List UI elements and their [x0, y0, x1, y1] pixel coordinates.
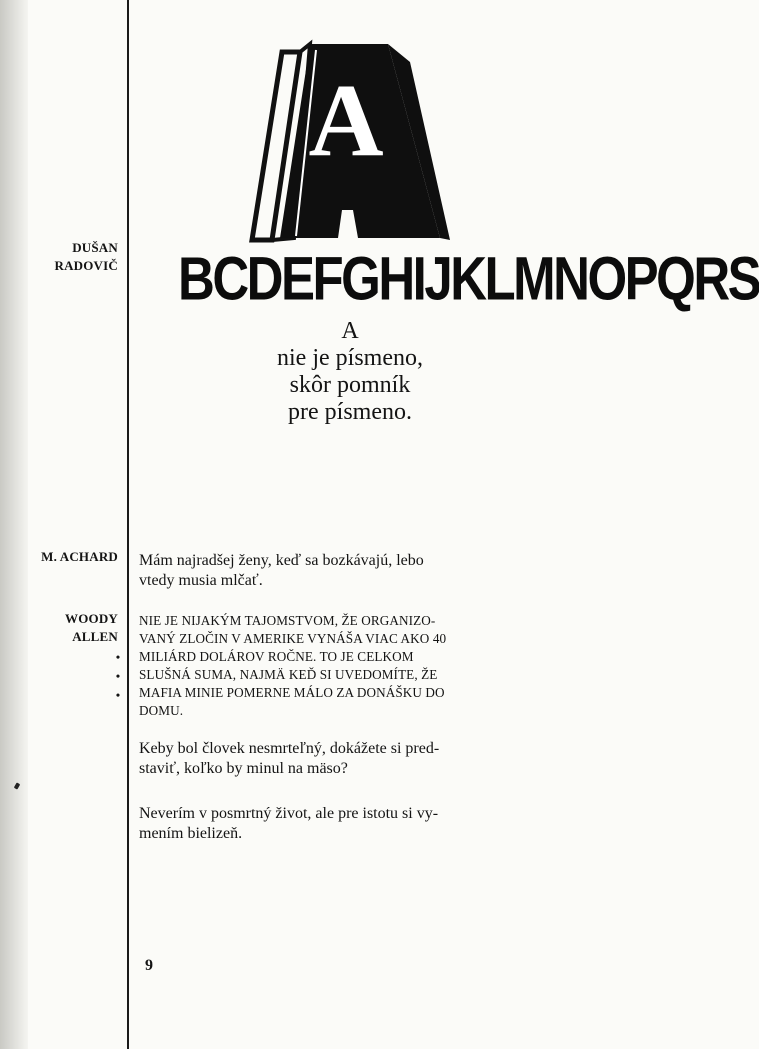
quote-achard: [139, 551, 544, 591]
quote-woody-2: [139, 739, 544, 779]
aphorism-line: pre písmeno.: [288, 399, 412, 425]
author-line: ALLEN: [72, 629, 118, 644]
page-shadow: [0, 0, 28, 1049]
author-m-achard: [41, 548, 118, 566]
bullet: •: [115, 650, 121, 664]
quote-line: Keby bol človek nesmrteľný, dokážete si pred-: [139, 740, 440, 757]
quote-line: NIE JE NIJAKÝM TAJOMSTVOM, ŽE ORGANIZO-: [139, 613, 436, 628]
author-woody-allen: [65, 610, 118, 646]
author-line: WOODY: [65, 611, 118, 626]
quote-line: VANÝ ZLOČIN V AMERIKE VYNÁŠA VIAC AKO 40: [139, 631, 447, 646]
quote-woody-caps: [139, 612, 544, 720]
aphorism-line: nie je písmeno,: [277, 345, 423, 371]
bullet: •: [115, 688, 121, 702]
aphorism-line: skôr pomník: [289, 372, 411, 398]
vertical-rule: [127, 0, 129, 1049]
quote-woody-3: [139, 804, 544, 844]
page-number: 9: [145, 957, 153, 974]
quote-line: mením bielizeň.: [139, 825, 243, 842]
bullet: •: [115, 669, 121, 683]
quote-line: Neverím v posmrtný život, ale pre istotu si vy-: [139, 805, 439, 822]
quote-line: vtedy musia mlčať.: [139, 572, 263, 589]
quote-line: SLUŠNÁ SUMA, NAJMÄ KEĎ SI UVEDOMÍTE, ŽE: [139, 667, 438, 682]
alphabet-strip: BCDEFGHIJKLMNOPQRS: [178, 244, 759, 313]
quote-line: Mám najradšej ženy, keď sa bozkávajú, lebo: [139, 552, 424, 569]
big-letter-a: A: [308, 63, 384, 178]
quote-line: DOMU.: [139, 703, 184, 718]
monument-letter-a: [250, 40, 450, 250]
author-dusan-radovic: [54, 239, 118, 275]
author-line: M. ACHARD: [41, 549, 118, 564]
author-line: DUŠAN: [72, 240, 118, 255]
quote-line: staviť, koľko by minul na mäso?: [139, 760, 348, 777]
quote-line: MAFIA MINIE POMERNE MÁLO ZA DONÁŠKU DO: [139, 685, 445, 700]
author-line: RADOVIČ: [54, 258, 118, 273]
aphorism-line: A: [341, 318, 359, 344]
aphorism: [180, 318, 520, 426]
quote-line: MILIÁRD DOLÁROV ROČNE. TO JE CELKOM: [139, 649, 414, 664]
bullet-marks: [112, 648, 124, 705]
